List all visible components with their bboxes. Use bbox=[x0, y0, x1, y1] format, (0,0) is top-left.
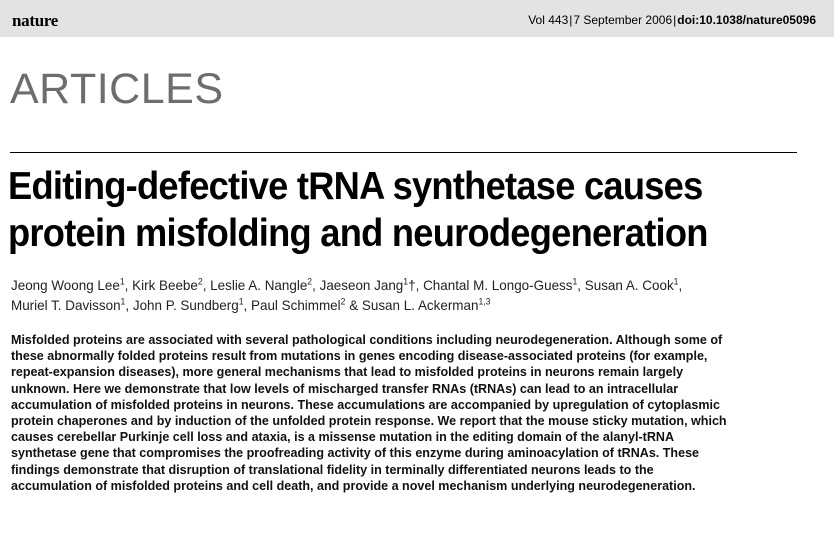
abstract-line: accumulation of misfolded proteins and cell death, and provide a novel mechanism underlying neurodegeneration. bbox=[11, 477, 696, 493]
author[interactable]: Susan L. Ackerman$^{1,3}$ bbox=[361, 296, 491, 313]
author[interactable]: Paul Schimmel$^2$ bbox=[251, 296, 346, 313]
publication-date: 7 September 2006 bbox=[573, 13, 673, 27]
author[interactable]: Chantal M. Longo-Guess$^1$ bbox=[423, 276, 578, 293]
journal-logo: nature bbox=[12, 11, 59, 30]
doi[interactable]: doi:10.1038/nature05096 bbox=[677, 13, 816, 27]
title-divider bbox=[10, 152, 797, 153]
citation-line bbox=[528, 13, 816, 27]
author[interactable]: Susan A. Cook$^1$ bbox=[584, 276, 679, 293]
author[interactable]: Muriel T. Davisson$^1$ bbox=[11, 296, 126, 313]
abstract-line: repeat-expansion diseases), more general mechanisms that lead to misfolded proteins in neurons remain largely bbox=[11, 364, 684, 380]
author[interactable]: Jaeseon Jang$^1$ bbox=[319, 276, 409, 293]
author[interactable]: John P. Sundberg$^1$ bbox=[132, 296, 244, 313]
author-list: Jeong Woong Lee$^1$, Kirk Beebe$^2$, Leslie A. Nangle$^2$, Jaeseon Jang$^1$†, Chantal M. Longo-Guess$^1$, Susan A. Cook$^1$, Muriel T. Davisson$^1$, John P. Sundberg$^1$, Paul Schimmel$^2$ & Susan L. Ackerman$^{1,3}$ bbox=[11, 276, 683, 313]
journal-header-band bbox=[0, 0, 834, 37]
citation-separator: | bbox=[569, 13, 573, 27]
abstract bbox=[11, 332, 783, 494]
abstract-line: findings demonstrate that disruption of translational fidelity in terminally differentiated neurons leads to the bbox=[11, 461, 654, 477]
abstract-line: Misfolded proteins are associated with several pathological conditions including neurodegeneration. Although some of bbox=[11, 332, 723, 347]
section-label: ARTICLES bbox=[10, 65, 224, 113]
article-title bbox=[8, 163, 771, 257]
citation-separator: | bbox=[673, 13, 677, 27]
abstract-line: these abnormally folded proteins result from mutations in genes encoding disease-associated proteins (for example, bbox=[11, 348, 708, 364]
author[interactable]: Jeong Woong Lee$^1$ bbox=[11, 276, 125, 293]
abstract-line: protein chaperones and by induction of the unfolded protein response. We report that the mouse sticky mutation, which bbox=[11, 413, 727, 429]
abstract-line: causes cerebellar Purkinje cell loss and ataxia, is a missense mutation in the editing domain of the alanyl-tRNA bbox=[11, 429, 675, 445]
abstract-line: unknown. Here we demonstrate that low levels of mischarged transfer RNAs (tRNAs) can lead to an intracellular bbox=[11, 380, 679, 396]
title-line: protein misfolding and neurodegeneration bbox=[8, 212, 708, 255]
title-line: Editing-defective tRNA synthetase causes bbox=[8, 165, 703, 208]
author[interactable]: Leslie A. Nangle$^2$ bbox=[210, 276, 313, 293]
author[interactable]: Kirk Beebe$^2$ bbox=[132, 276, 203, 293]
volume: Vol 443 bbox=[528, 13, 569, 27]
abstract-line: accumulation of misfolded proteins in neurons. These accumulations are accompanied by upregulation of cytoplasmic bbox=[11, 396, 720, 412]
abstract-line: synthetase gene that compromises the proofreading activity of this enzyme during aminoacylation of tRNAs. These bbox=[11, 445, 700, 461]
